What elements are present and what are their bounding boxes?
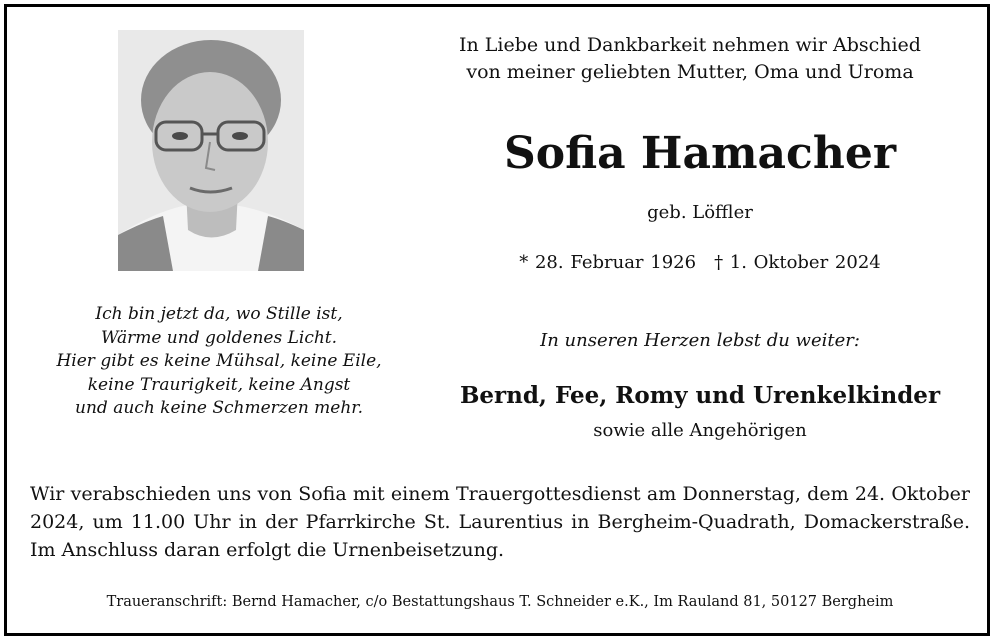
family-names: Bernd, Fee, Romy und Urenkelkinder [459,382,941,409]
life-dates [400,252,1000,273]
relatives: sowie alle Angehörigen [593,420,807,441]
poem-line: und auch keine Schmerzen mehr. [75,398,363,418]
intro-line: von meiner geliebten Mutter, Oma und Uroma [466,61,914,83]
poem-line: keine Traurigkeit, keine Angst [87,374,351,395]
birth-date: * 28. Februar 1926 [519,252,697,273]
poem-line: Ich bin jetzt da, wo Stille ist, [95,304,343,324]
poem-line: Wärme und goldenes Licht. [100,327,338,348]
mourning-address: Traueranschrift: Bernd Hamacher, c/o Bestattungshaus T. Schneider e.K., Im Rauland 81, 50127 Bergheim [106,594,894,610]
motto: In unseren Herzen lebst du weiter: [540,330,860,351]
birth-name: geb. Löffler [647,202,753,223]
service-text: Wir verabschieden uns von Sofia mit einem Trauergottesdienst am Donnerstag, dem 24. Oktober 2024, um 11.00 Uhr in der Pfarrkirche St. Laurentius in Bergheim-Quadrath, Domackerstraße. Im Anschluss daran erfolgt die Urnenbeisetzung. [30,483,970,561]
poem [14,303,424,421]
poem-line: Hier gibt es keine Mühsal, keine Eile, [56,351,382,371]
intro-text [420,32,960,86]
intro-line: In Liebe und Dankbarkeit nehmen wir Abschied [459,34,921,56]
deceased-name: Sofia Hamacher [503,128,897,179]
death-date: † 1. Oktober 2024 [714,252,881,273]
service-info [30,480,970,564]
portrait-photo [118,30,304,271]
